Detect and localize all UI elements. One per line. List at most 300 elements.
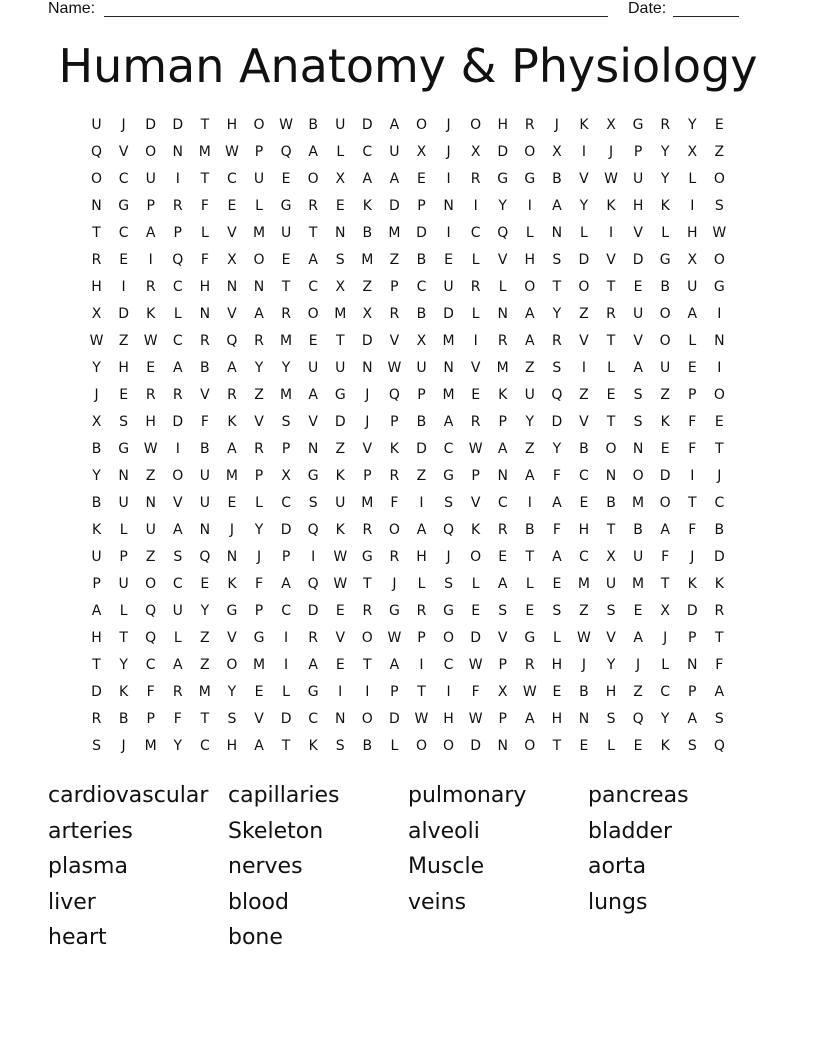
grid-letter[interactable]: N	[307, 441, 319, 457]
grid-letter[interactable]: P	[254, 468, 264, 484]
grid-letter[interactable]: L	[498, 279, 507, 295]
grid-letter[interactable]: R	[389, 306, 400, 322]
grid-letter[interactable]: U	[91, 117, 102, 133]
grid-letter[interactable]: G	[307, 468, 319, 484]
grid-letter[interactable]: C	[362, 144, 373, 160]
grid-letter[interactable]: X	[552, 144, 562, 160]
grid-letter[interactable]: G	[334, 387, 346, 403]
grid-letter[interactable]: E	[633, 738, 643, 754]
grid-letter[interactable]: Y	[281, 360, 291, 376]
grid-letter[interactable]: E	[579, 495, 589, 511]
grid-letter[interactable]: Y	[200, 603, 210, 619]
grid-letter[interactable]: Q	[199, 549, 211, 565]
grid-letter[interactable]: G	[361, 549, 373, 565]
grid-letter[interactable]: H	[226, 738, 238, 754]
grid-letter[interactable]: V	[362, 441, 373, 457]
grid-letter[interactable]: W	[468, 657, 483, 673]
grid-letter[interactable]: H	[91, 279, 102, 295]
grid-letter[interactable]: Q	[551, 387, 563, 403]
grid-letter[interactable]: S	[173, 549, 183, 565]
grid-letter[interactable]: V	[389, 333, 400, 349]
grid-letter[interactable]: X	[497, 684, 508, 700]
grid-letter[interactable]: O	[307, 306, 319, 322]
grid-letter[interactable]: N	[362, 360, 373, 376]
grid-letter[interactable]: Q	[388, 387, 400, 403]
grid-letter[interactable]: G	[118, 198, 130, 214]
grid-letter[interactable]: M	[334, 306, 347, 322]
date-blank-line[interactable]	[673, 16, 739, 17]
grid-letter[interactable]: U	[118, 495, 129, 511]
grid-letter[interactable]: I	[284, 630, 289, 646]
grid-letter[interactable]: O	[713, 252, 725, 268]
grid-letter[interactable]: O	[659, 333, 671, 349]
grid-letter[interactable]: B	[91, 495, 102, 511]
grid-letter[interactable]: S	[227, 711, 237, 727]
grid-letter[interactable]: C	[281, 603, 291, 619]
grid-letter[interactable]: J	[717, 468, 722, 484]
grid-letter[interactable]: A	[416, 522, 427, 538]
grid-letter[interactable]: X	[416, 333, 427, 349]
grid-letter[interactable]: L	[255, 495, 263, 511]
grid-letter[interactable]: K	[660, 738, 670, 754]
grid-letter[interactable]: O	[415, 738, 427, 754]
grid-letter[interactable]: D	[334, 414, 346, 430]
grid-letter[interactable]: C	[308, 711, 319, 727]
grid-letter[interactable]: H	[524, 252, 536, 268]
grid-letter[interactable]: B	[714, 522, 725, 538]
grid-letter[interactable]: I	[717, 360, 722, 376]
grid-letter[interactable]: J	[256, 549, 262, 565]
grid-letter[interactable]: A	[254, 738, 264, 754]
grid-letter[interactable]: V	[254, 414, 264, 430]
grid-letter[interactable]: C	[172, 576, 183, 592]
grid-letter[interactable]: B	[524, 522, 535, 538]
grid-letter[interactable]: T	[660, 576, 670, 592]
grid-letter[interactable]: A	[497, 441, 508, 457]
grid-letter[interactable]: T	[715, 630, 724, 646]
grid-letter[interactable]: I	[446, 225, 451, 241]
grid-letter[interactable]: U	[524, 387, 535, 403]
grid-letter[interactable]: H	[605, 684, 617, 700]
grid-letter[interactable]: Z	[714, 144, 725, 160]
grid-letter[interactable]: A	[525, 333, 535, 349]
grid-letter[interactable]: X	[606, 549, 616, 565]
grid-letter[interactable]: P	[633, 144, 643, 160]
grid-letter[interactable]: O	[226, 657, 238, 673]
grid-letter[interactable]: K	[714, 576, 724, 592]
grid-letter[interactable]: C	[308, 279, 319, 295]
grid-letter[interactable]: C	[660, 684, 671, 700]
grid-letter[interactable]: I	[527, 198, 532, 214]
grid-letter[interactable]: A	[443, 414, 454, 430]
grid-letter[interactable]: H	[551, 657, 563, 673]
grid-letter[interactable]: A	[362, 171, 373, 187]
grid-letter[interactable]: C	[118, 225, 129, 241]
grid-letter[interactable]: I	[581, 144, 587, 160]
grid-letter[interactable]: I	[419, 657, 424, 673]
grid-letter[interactable]: A	[552, 198, 562, 214]
grid-letter[interactable]: Q	[91, 144, 103, 160]
grid-letter[interactable]: Z	[524, 441, 535, 457]
grid-letter[interactable]: V	[470, 360, 481, 376]
grid-letter[interactable]: K	[660, 414, 670, 430]
grid-letter[interactable]: U	[335, 360, 346, 376]
grid-letter[interactable]: I	[121, 279, 126, 295]
grid-letter[interactable]: Z	[579, 603, 589, 619]
grid-letter[interactable]: D	[145, 117, 157, 133]
grid-letter[interactable]: N	[91, 198, 102, 214]
grid-letter[interactable]: S	[498, 603, 508, 619]
grid-letter[interactable]: Z	[579, 306, 589, 322]
grid-letter[interactable]: S	[335, 252, 345, 268]
grid-letter[interactable]: M	[280, 387, 293, 403]
grid-letter[interactable]: U	[443, 279, 454, 295]
grid-letter[interactable]: H	[226, 117, 238, 133]
grid-letter[interactable]: T	[281, 279, 291, 295]
grid-letter[interactable]: E	[552, 576, 562, 592]
grid-letter[interactable]: Z	[145, 549, 156, 565]
grid-letter[interactable]: S	[606, 711, 616, 727]
grid-letter[interactable]: T	[552, 738, 562, 754]
grid-letter[interactable]: A	[172, 522, 183, 538]
grid-letter[interactable]: B	[606, 495, 616, 511]
grid-letter[interactable]: H	[145, 414, 156, 430]
grid-letter[interactable]: T	[200, 711, 210, 727]
grid-letter[interactable]: A	[145, 225, 156, 241]
grid-letter[interactable]: O	[524, 279, 536, 295]
grid-letter[interactable]: Y	[660, 144, 670, 160]
grid-letter[interactable]: W	[225, 144, 239, 160]
grid-letter[interactable]: E	[471, 387, 481, 403]
grid-letter[interactable]: U	[605, 576, 617, 592]
grid-letter[interactable]: O	[713, 387, 725, 403]
grid-letter[interactable]: P	[390, 684, 399, 700]
grid-letter[interactable]: N	[199, 306, 211, 322]
grid-letter[interactable]: O	[659, 495, 671, 511]
grid-letter[interactable]: N	[632, 441, 644, 457]
grid-letter[interactable]: E	[525, 603, 535, 619]
grid-letter[interactable]: P	[146, 711, 155, 727]
grid-letter[interactable]: L	[119, 522, 128, 538]
grid-letter[interactable]: T	[552, 279, 562, 295]
grid-letter[interactable]: V	[200, 387, 210, 403]
grid-letter[interactable]: C	[227, 171, 237, 187]
grid-letter[interactable]: P	[92, 576, 101, 592]
grid-letter[interactable]: J	[663, 630, 668, 646]
grid-letter[interactable]: H	[199, 279, 211, 295]
grid-letter[interactable]: T	[417, 684, 426, 700]
grid-letter[interactable]: Y	[552, 306, 562, 322]
grid-letter[interactable]: E	[552, 684, 562, 700]
grid-letter[interactable]: D	[118, 306, 129, 322]
grid-letter[interactable]: I	[175, 441, 180, 457]
grid-letter[interactable]: C	[579, 549, 589, 565]
grid-letter[interactable]: Y	[660, 711, 670, 727]
grid-letter[interactable]: S	[281, 414, 291, 430]
grid-letter[interactable]: S	[714, 711, 724, 727]
grid-letter[interactable]: K	[498, 387, 508, 403]
grid-letter[interactable]: K	[335, 522, 345, 538]
grid-letter[interactable]: B	[308, 117, 318, 133]
grid-letter[interactable]: W	[414, 711, 429, 727]
grid-letter[interactable]: C	[172, 279, 183, 295]
grid-letter[interactable]: J	[365, 414, 370, 430]
grid-letter[interactable]: D	[416, 225, 427, 241]
grid-letter[interactable]: F	[200, 414, 209, 430]
grid-letter[interactable]: Z	[633, 684, 643, 700]
grid-letter[interactable]: R	[362, 603, 373, 619]
grid-letter[interactable]: R	[497, 522, 508, 538]
grid-letter[interactable]: R	[254, 441, 264, 457]
grid-letter[interactable]: J	[446, 144, 451, 160]
grid-letter[interactable]: P	[363, 468, 372, 484]
grid-letter[interactable]: I	[338, 684, 343, 700]
grid-letter[interactable]: U	[199, 468, 210, 484]
grid-letter[interactable]: A	[687, 306, 698, 322]
grid-letter[interactable]: K	[579, 117, 589, 133]
grid-letter[interactable]: B	[416, 252, 427, 268]
grid-letter[interactable]: E	[579, 738, 589, 754]
grid-letter[interactable]: I	[527, 495, 532, 511]
grid-letter[interactable]: N	[714, 333, 725, 349]
grid-letter[interactable]: W	[522, 684, 537, 700]
grid-letter[interactable]: K	[91, 522, 102, 538]
grid-letter[interactable]: J	[554, 117, 559, 133]
grid-letter[interactable]: D	[713, 549, 725, 565]
grid-letter[interactable]: U	[632, 171, 644, 187]
grid-letter[interactable]: R	[172, 387, 183, 403]
grid-letter[interactable]: H	[416, 549, 427, 565]
grid-letter[interactable]: T	[606, 279, 616, 295]
grid-letter[interactable]: C	[579, 468, 589, 484]
grid-letter[interactable]: S	[552, 360, 562, 376]
grid-letter[interactable]: D	[470, 630, 482, 646]
grid-letter[interactable]: Y	[606, 657, 616, 673]
grid-letter[interactable]: N	[253, 279, 265, 295]
grid-letter[interactable]: O	[470, 117, 482, 133]
grid-letter[interactable]: H	[686, 225, 698, 241]
grid-letter[interactable]: R	[254, 333, 264, 349]
grid-letter[interactable]: L	[390, 738, 399, 754]
grid-letter[interactable]: X	[660, 603, 670, 619]
grid-letter[interactable]: E	[335, 198, 345, 214]
grid-letter[interactable]: P	[417, 198, 426, 214]
grid-letter[interactable]: A	[254, 306, 264, 322]
grid-letter[interactable]: S	[119, 414, 129, 430]
grid-letter[interactable]: I	[446, 171, 451, 187]
grid-letter[interactable]: G	[659, 252, 671, 268]
grid-letter[interactable]: E	[119, 387, 129, 403]
grid-letter[interactable]: L	[552, 630, 561, 646]
grid-letter[interactable]: D	[659, 468, 671, 484]
grid-letter[interactable]: M	[388, 225, 401, 241]
grid-letter[interactable]: W	[89, 333, 104, 349]
grid-letter[interactable]: M	[361, 495, 374, 511]
grid-letter[interactable]: D	[389, 711, 400, 727]
grid-letter[interactable]: O	[307, 171, 319, 187]
grid-letter[interactable]: X	[335, 171, 346, 187]
grid-letter[interactable]: B	[362, 738, 373, 754]
grid-letter[interactable]: V	[633, 225, 643, 241]
grid-letter[interactable]: E	[714, 117, 724, 133]
grid-letter[interactable]: A	[389, 657, 400, 673]
grid-letter[interactable]: F	[254, 576, 264, 592]
grid-letter[interactable]: N	[335, 225, 346, 241]
grid-letter[interactable]: T	[200, 171, 210, 187]
grid-letter[interactable]: E	[606, 387, 616, 403]
grid-letter[interactable]: K	[606, 198, 616, 214]
grid-letter[interactable]: W	[468, 441, 483, 457]
grid-letter[interactable]: X	[362, 306, 373, 322]
grid-letter[interactable]: R	[199, 333, 210, 349]
grid-letter[interactable]: C	[118, 171, 129, 187]
grid-letter[interactable]: H	[443, 711, 454, 727]
grid-letter[interactable]: L	[688, 333, 697, 349]
grid-letter[interactable]: K	[227, 414, 237, 430]
grid-letter[interactable]: P	[471, 468, 480, 484]
grid-letter[interactable]: R	[91, 711, 102, 727]
grid-letter[interactable]: I	[690, 468, 695, 484]
grid-letter[interactable]: K	[389, 441, 399, 457]
grid-letter[interactable]: K	[227, 576, 237, 592]
grid-letter[interactable]: I	[175, 171, 180, 187]
grid-letter[interactable]: P	[254, 144, 264, 160]
grid-letter[interactable]: U	[118, 576, 129, 592]
grid-letter[interactable]: C	[497, 495, 508, 511]
grid-letter[interactable]: X	[227, 252, 237, 268]
grid-letter[interactable]: E	[281, 171, 291, 187]
grid-letter[interactable]: C	[443, 441, 454, 457]
grid-letter[interactable]: D	[361, 117, 373, 133]
grid-letter[interactable]: Y	[254, 522, 264, 538]
grid-letter[interactable]: A	[633, 630, 643, 646]
grid-letter[interactable]: D	[416, 441, 427, 457]
grid-letter[interactable]: A	[633, 360, 643, 376]
grid-letter[interactable]: R	[389, 549, 400, 565]
grid-letter[interactable]: A	[525, 711, 535, 727]
grid-letter[interactable]: L	[282, 684, 290, 700]
grid-letter[interactable]: Q	[497, 225, 509, 241]
grid-letter[interactable]: K	[362, 198, 372, 214]
grid-letter[interactable]: D	[307, 603, 319, 619]
grid-letter[interactable]: X	[416, 144, 427, 160]
grid-letter[interactable]: N	[497, 468, 508, 484]
grid-letter[interactable]: V	[579, 333, 589, 349]
grid-letter[interactable]: R	[524, 657, 535, 673]
grid-letter[interactable]: S	[633, 387, 643, 403]
grid-letter[interactable]: V	[606, 630, 616, 646]
grid-letter[interactable]: L	[525, 576, 534, 592]
grid-letter[interactable]: G	[307, 684, 319, 700]
grid-letter[interactable]: P	[281, 441, 291, 457]
grid-letter[interactable]: M	[252, 657, 266, 673]
grid-letter[interactable]: O	[253, 252, 265, 268]
grid-letter[interactable]: O	[415, 117, 427, 133]
grid-letter[interactable]: J	[121, 117, 126, 133]
grid-letter[interactable]: B	[416, 306, 427, 322]
grid-letter[interactable]: G	[524, 171, 536, 187]
grid-letter[interactable]: N	[687, 657, 698, 673]
grid-letter[interactable]: D	[172, 117, 184, 133]
grid-letter[interactable]: B	[660, 279, 670, 295]
grid-letter[interactable]: K	[687, 576, 697, 592]
grid-letter[interactable]: P	[417, 630, 426, 646]
grid-letter[interactable]: U	[280, 225, 292, 241]
grid-letter[interactable]: V	[308, 414, 318, 430]
grid-letter[interactable]: S	[552, 252, 562, 268]
grid-letter[interactable]: V	[470, 495, 481, 511]
grid-letter[interactable]: E	[687, 360, 697, 376]
grid-letter[interactable]: R	[470, 171, 481, 187]
grid-letter[interactable]: W	[604, 171, 618, 187]
grid-letter[interactable]: M	[442, 387, 455, 403]
grid-letter[interactable]: V	[254, 711, 264, 727]
grid-letter[interactable]: A	[227, 360, 237, 376]
grid-letter[interactable]: C	[199, 738, 210, 754]
grid-letter[interactable]: N	[118, 468, 129, 484]
grid-letter[interactable]: Z	[145, 468, 156, 484]
grid-letter[interactable]: Y	[552, 441, 562, 457]
grid-letter[interactable]: N	[443, 360, 454, 376]
grid-letter[interactable]: N	[226, 279, 238, 295]
grid-letter[interactable]: M	[577, 576, 590, 592]
grid-letter[interactable]: A	[308, 657, 318, 673]
grid-letter[interactable]: D	[280, 522, 292, 538]
grid-letter[interactable]: U	[687, 279, 698, 295]
grid-letter[interactable]: D	[389, 198, 400, 214]
grid-letter[interactable]: U	[199, 495, 210, 511]
grid-letter[interactable]: O	[253, 117, 265, 133]
grid-letter[interactable]: N	[145, 495, 156, 511]
grid-letter[interactable]: Z	[660, 387, 670, 403]
grid-letter[interactable]: B	[91, 441, 102, 457]
grid-letter[interactable]: A	[552, 495, 562, 511]
grid-letter[interactable]: Z	[524, 360, 535, 376]
grid-letter[interactable]: S	[714, 198, 724, 214]
grid-letter[interactable]: P	[688, 630, 697, 646]
grid-letter[interactable]: E	[119, 252, 129, 268]
grid-letter[interactable]: B	[416, 414, 427, 430]
grid-letter[interactable]: Z	[254, 387, 264, 403]
grid-letter[interactable]: R	[145, 387, 156, 403]
grid-letter[interactable]: L	[525, 225, 534, 241]
grid-letter[interactable]: D	[172, 414, 184, 430]
grid-letter[interactable]: Z	[362, 279, 373, 295]
grid-letter[interactable]: K	[146, 306, 156, 322]
grid-letter[interactable]: P	[498, 414, 507, 430]
grid-letter[interactable]: S	[444, 576, 453, 592]
grid-letter[interactable]: R	[172, 198, 183, 214]
grid-letter[interactable]: L	[471, 576, 480, 592]
grid-letter[interactable]: D	[632, 252, 644, 268]
grid-letter[interactable]: O	[578, 279, 590, 295]
grid-letter[interactable]: W	[333, 576, 348, 592]
grid-letter[interactable]: O	[443, 630, 455, 646]
grid-letter[interactable]: K	[660, 198, 670, 214]
grid-letter[interactable]: O	[524, 144, 536, 160]
grid-letter[interactable]: I	[717, 306, 722, 322]
grid-letter[interactable]: O	[443, 738, 455, 754]
grid-letter[interactable]: D	[497, 144, 509, 160]
grid-letter[interactable]: E	[200, 576, 210, 592]
grid-letter[interactable]: Z	[200, 630, 210, 646]
grid-letter[interactable]: V	[579, 171, 589, 187]
grid-letter[interactable]: R	[552, 333, 562, 349]
grid-letter[interactable]: C	[714, 495, 725, 511]
grid-letter[interactable]: O	[659, 306, 671, 322]
grid-letter[interactable]: E	[227, 198, 237, 214]
grid-letter[interactable]: B	[579, 684, 589, 700]
